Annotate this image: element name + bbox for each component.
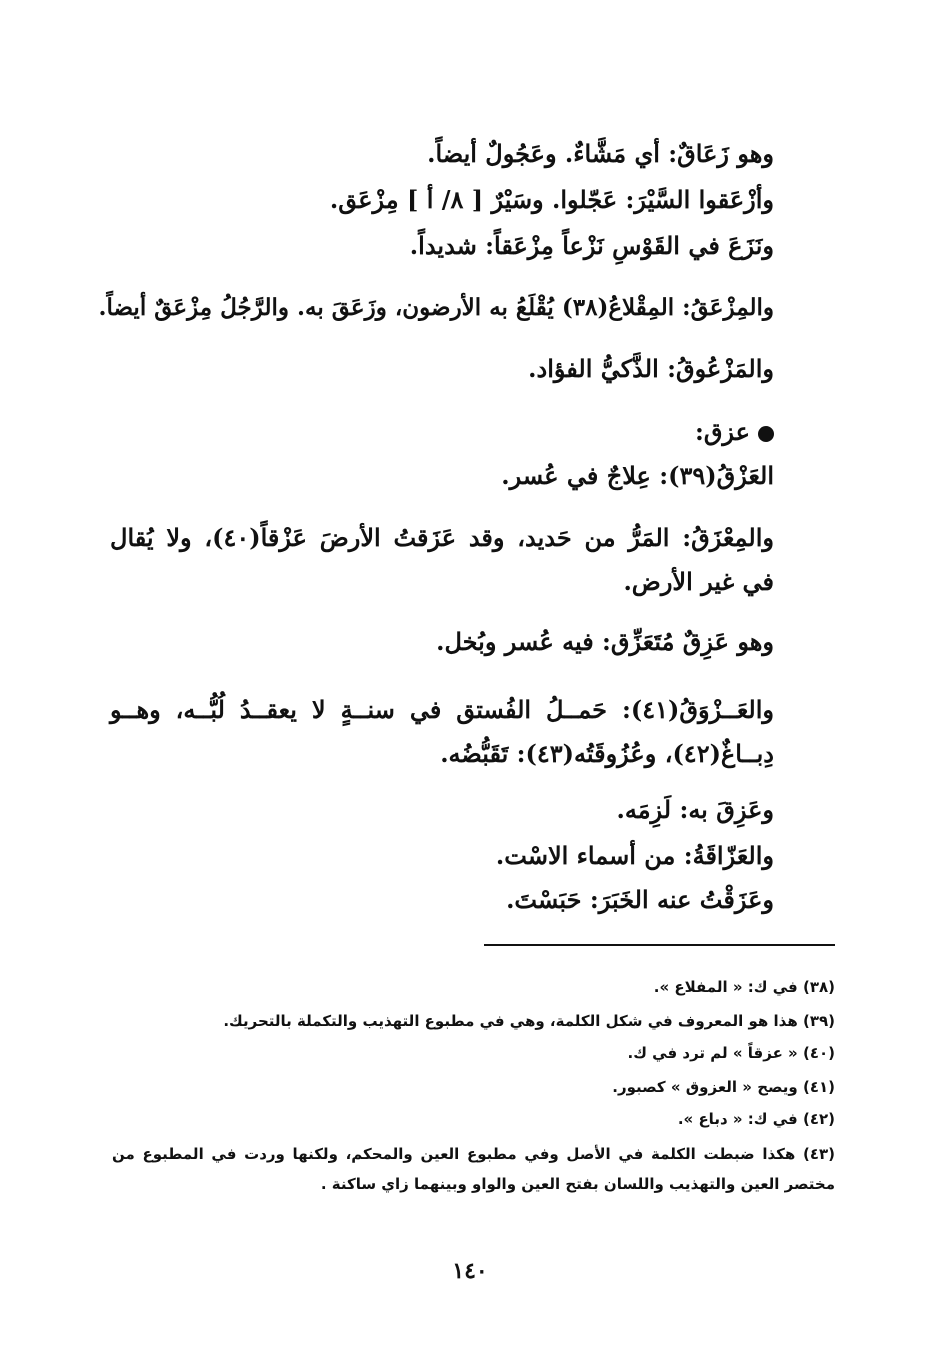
page-number: ١٤٠ bbox=[452, 1258, 488, 1284]
entry-line-aziq: وهو عَزِقٌ مُتَعَزِّق: فيه عُسر وبُخل. bbox=[436, 627, 774, 656]
footnote-divider bbox=[484, 944, 835, 946]
footnote-41: (٤١) ويصح « العزوق » كصبور. bbox=[612, 1078, 835, 1096]
entry-line-aziqa: وعَزِقَ به: لَزِمَه. bbox=[616, 795, 774, 824]
footnote-39: (٣٩) هذا هو المعروف في شكل الكلمة، وهي في مطبوع التهذيب والتكملة بالتحريك. bbox=[223, 1012, 835, 1030]
entry-para-mizaq: والمِعْزَقُ: المَرُّ من حَديد، وقد عَزَقتُ الأرضَ عَزْقاً(٤٠)، ولا يُقال في غير الأرض. bbox=[110, 523, 774, 596]
entry-line-zaaq: وهو زَعَاقٌ: أي مَشَّاءٌ. وعَجُولٌ أيضاً. bbox=[427, 139, 774, 168]
entry-line-azq: العَزْقُ(٣٩): عِلاجٌ في عُسر. bbox=[501, 461, 774, 490]
footnote-43: (٤٣) هكذا ضبطت الكلمة في الأصل وفي مطبوع العين والمحكم، ولكنها وردت في المطبوع من مختصر العين والتهذيب واللسان بفتح العين والواو وبينهما زاي ساكنة . bbox=[112, 1145, 835, 1193]
entry-line-azaqtu: وعَزَقْتُ عنه الخَبَرَ: حَبَسْتَ. bbox=[506, 885, 774, 914]
entry-line-nazaa: ونَزَعَ في القَوْسِ نَزْعاً مِزْعَقاً: شديداً. bbox=[409, 231, 774, 260]
footnote-40: (٤٠) « عزقاً » لم ترد في ك. bbox=[627, 1044, 835, 1062]
entry-line-mazuq: والمَزْعُوقُ: الذَّكيُّ الفؤاد. bbox=[528, 354, 774, 383]
bullet-dot-icon bbox=[758, 426, 774, 442]
entry-line-azaqu: وأزْعَقوا السَّيْرَ: عَجّلوا. وسَيْرٌ [ ٨/ أ ] مِزْعَق. bbox=[329, 185, 774, 214]
entry-line-azzaqa: والعَزّاقَةُ: من أسماء الاسْت. bbox=[495, 841, 774, 870]
footnote-42: (٤٢) في ك: « دباع ». bbox=[677, 1110, 835, 1128]
entry-line-mizaq: والمِزْعَقُ: المِقْلاعُ(٣٨) يُقْلَعُ به الأرضون، وزَعَقَ به. والرَّجُلُ مِزْعَقٌ أيضاً. bbox=[98, 294, 774, 321]
section-heading bbox=[695, 418, 774, 447]
section-heading-text: عزق: bbox=[694, 417, 750, 446]
entry-para-azwaq: والعَــزْوَقُ(٤١): حَمــلُ الفُستق في سنــةٍ لا يعقــدُ لُبُّــه، وهــو دِبــاغٌ(٤٢)، وعُزُوقَتُه(٤٣): تَقَبُّضُه. bbox=[110, 695, 774, 768]
footnote-38: (٣٨) في ك: « المفلاع ». bbox=[653, 978, 835, 996]
